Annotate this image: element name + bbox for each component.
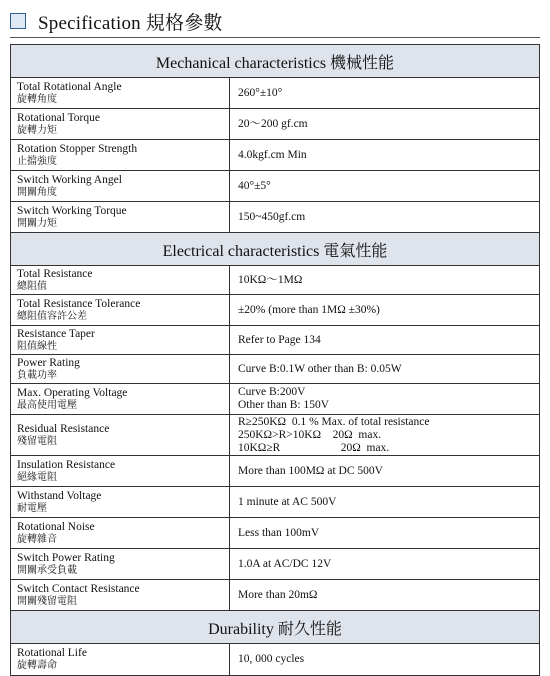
spec-label-zh: 旋轉力矩 — [17, 124, 57, 136]
spec-label — [11, 644, 230, 675]
spec-label-zh: 耐電壓 — [17, 502, 47, 514]
spec-value: More than 100MΩ at DC 500V — [238, 464, 383, 477]
section-heading-electrical: Electrical characteristics 電氣性能 — [11, 233, 539, 266]
spec-label-zh: 開關殘留電阻 — [17, 595, 77, 607]
section-heading-durability: Durability 耐久性能 — [11, 611, 539, 644]
spec-value-line: Curve B:200V — [238, 386, 306, 398]
title-divider — [10, 37, 540, 38]
specification-table — [10, 44, 540, 676]
spec-row — [11, 202, 539, 233]
spec-label-zh: 總阻值 — [17, 280, 47, 292]
spec-label-en: Rotational Life — [17, 647, 87, 659]
spec-row — [11, 78, 539, 109]
spec-row — [11, 518, 539, 549]
spec-value-line: 250KΩ>R>10KΩ 20Ω max. — [238, 428, 382, 441]
spec-label — [11, 140, 230, 170]
spec-value — [230, 384, 539, 414]
spec-label — [11, 518, 230, 548]
spec-label — [11, 487, 230, 517]
spec-value-line: R≥250KΩ 0.1 % Max. of total resistance — [238, 415, 430, 428]
spec-value-line: 10KΩ≥R 20Ω max. — [238, 441, 390, 454]
spec-row — [11, 456, 539, 487]
spec-row — [11, 580, 539, 611]
spec-value: 10, 000 cycles — [238, 653, 305, 665]
spec-label-en: Resistance Taper — [17, 327, 95, 340]
spec-label-en: Total Resistance Tolerance — [17, 297, 141, 310]
page-header — [10, 8, 223, 34]
spec-value: Curve B:0.1W other than B: 0.05W — [238, 362, 402, 375]
spec-label-en: Rotation Stopper Strength — [17, 142, 138, 155]
spec-label-en: Switch Contact Resistance — [17, 582, 140, 595]
spec-label-zh: 殘留電阻 — [17, 435, 57, 447]
spec-label — [11, 384, 230, 414]
spec-label-zh: 止擋強度 — [17, 155, 57, 167]
spec-label-en: Total Resistance — [17, 267, 93, 280]
spec-row — [11, 109, 539, 140]
spec-label-zh: 開關角度 — [17, 186, 57, 198]
spec-row — [11, 326, 539, 355]
spec-row — [11, 295, 539, 326]
spec-label — [11, 415, 230, 455]
spec-label-en: Withstand Voltage — [17, 489, 102, 502]
spec-label — [11, 78, 230, 108]
spec-label-zh: 負載功率 — [17, 369, 57, 381]
spec-label-zh: 阻值線性 — [17, 340, 57, 352]
spec-row — [11, 355, 539, 384]
spec-row — [11, 140, 539, 171]
spec-label-zh: 旋轉角度 — [17, 93, 57, 105]
spec-label — [11, 295, 230, 325]
spec-label-zh: 絕緣電阻 — [17, 471, 57, 483]
spec-label-zh: 開關力矩 — [17, 217, 57, 229]
spec-label — [11, 171, 230, 201]
spec-value: Refer to Page 134 — [238, 333, 321, 346]
spec-value: 1 minute at AC 500V — [238, 495, 337, 508]
spec-label-en: Power Rating — [17, 356, 80, 369]
spec-label-zh: 最高使用電壓 — [17, 399, 77, 411]
spec-label-en: Residual Resistance — [17, 422, 110, 435]
spec-label — [11, 580, 230, 610]
spec-row — [11, 384, 539, 415]
spec-row — [11, 487, 539, 518]
spec-value: Less than 100mV — [238, 526, 320, 539]
spec-row — [11, 415, 539, 456]
spec-label — [11, 549, 230, 579]
spec-label-en: Max. Operating Voltage — [17, 386, 128, 399]
spec-row — [11, 171, 539, 202]
spec-label-en: Insulation Resistance — [17, 458, 116, 471]
spec-value: 20～200 gf.cm — [238, 117, 308, 130]
spec-label — [11, 326, 230, 354]
spec-label — [11, 355, 230, 383]
spec-label-zh: 總阻值容許公差 — [17, 310, 87, 322]
spec-label — [11, 202, 230, 232]
spec-value: 4.0kgf.cm Min — [238, 148, 307, 161]
spec-value: 10KΩ～1MΩ — [238, 273, 303, 286]
spec-value: More than 20mΩ — [238, 588, 318, 601]
spec-label-zh: 旋轉壽命 — [17, 660, 57, 671]
section-heading-mechanical: Mechanical characteristics 機械性能 — [11, 45, 539, 78]
spec-label-en: Switch Working Torque — [17, 204, 127, 217]
spec-value: ±20% (more than 1MΩ ±30%) — [238, 303, 380, 316]
spec-value: 150~450gf.cm — [238, 210, 306, 223]
spec-label-zh: 旋轉雜音 — [17, 533, 57, 545]
spec-value-line: Other than B: 150V — [238, 399, 330, 411]
spec-label-en: Switch Power Rating — [17, 551, 115, 564]
spec-label — [11, 109, 230, 139]
spec-value — [230, 415, 539, 455]
spec-value: 40°±5° — [238, 179, 271, 192]
spec-label-zh: 開關承受負載 — [17, 564, 77, 576]
spec-label-en: Rotational Torque — [17, 111, 100, 124]
spec-row — [11, 644, 539, 675]
spec-value: 260°±10° — [238, 86, 283, 99]
spec-value: 1.0A at AC/DC 12V — [238, 557, 332, 570]
page-title: Specification 規格參數 — [38, 12, 223, 34]
spec-label-en: Rotational Noise — [17, 520, 95, 533]
spec-row — [11, 549, 539, 580]
spec-label — [11, 266, 230, 294]
square-icon — [10, 13, 26, 29]
spec-label — [11, 456, 230, 486]
spec-label-en: Switch Working Angel — [17, 173, 122, 186]
spec-label-en: Total Rotational Angle — [17, 80, 122, 93]
spec-row — [11, 266, 539, 295]
